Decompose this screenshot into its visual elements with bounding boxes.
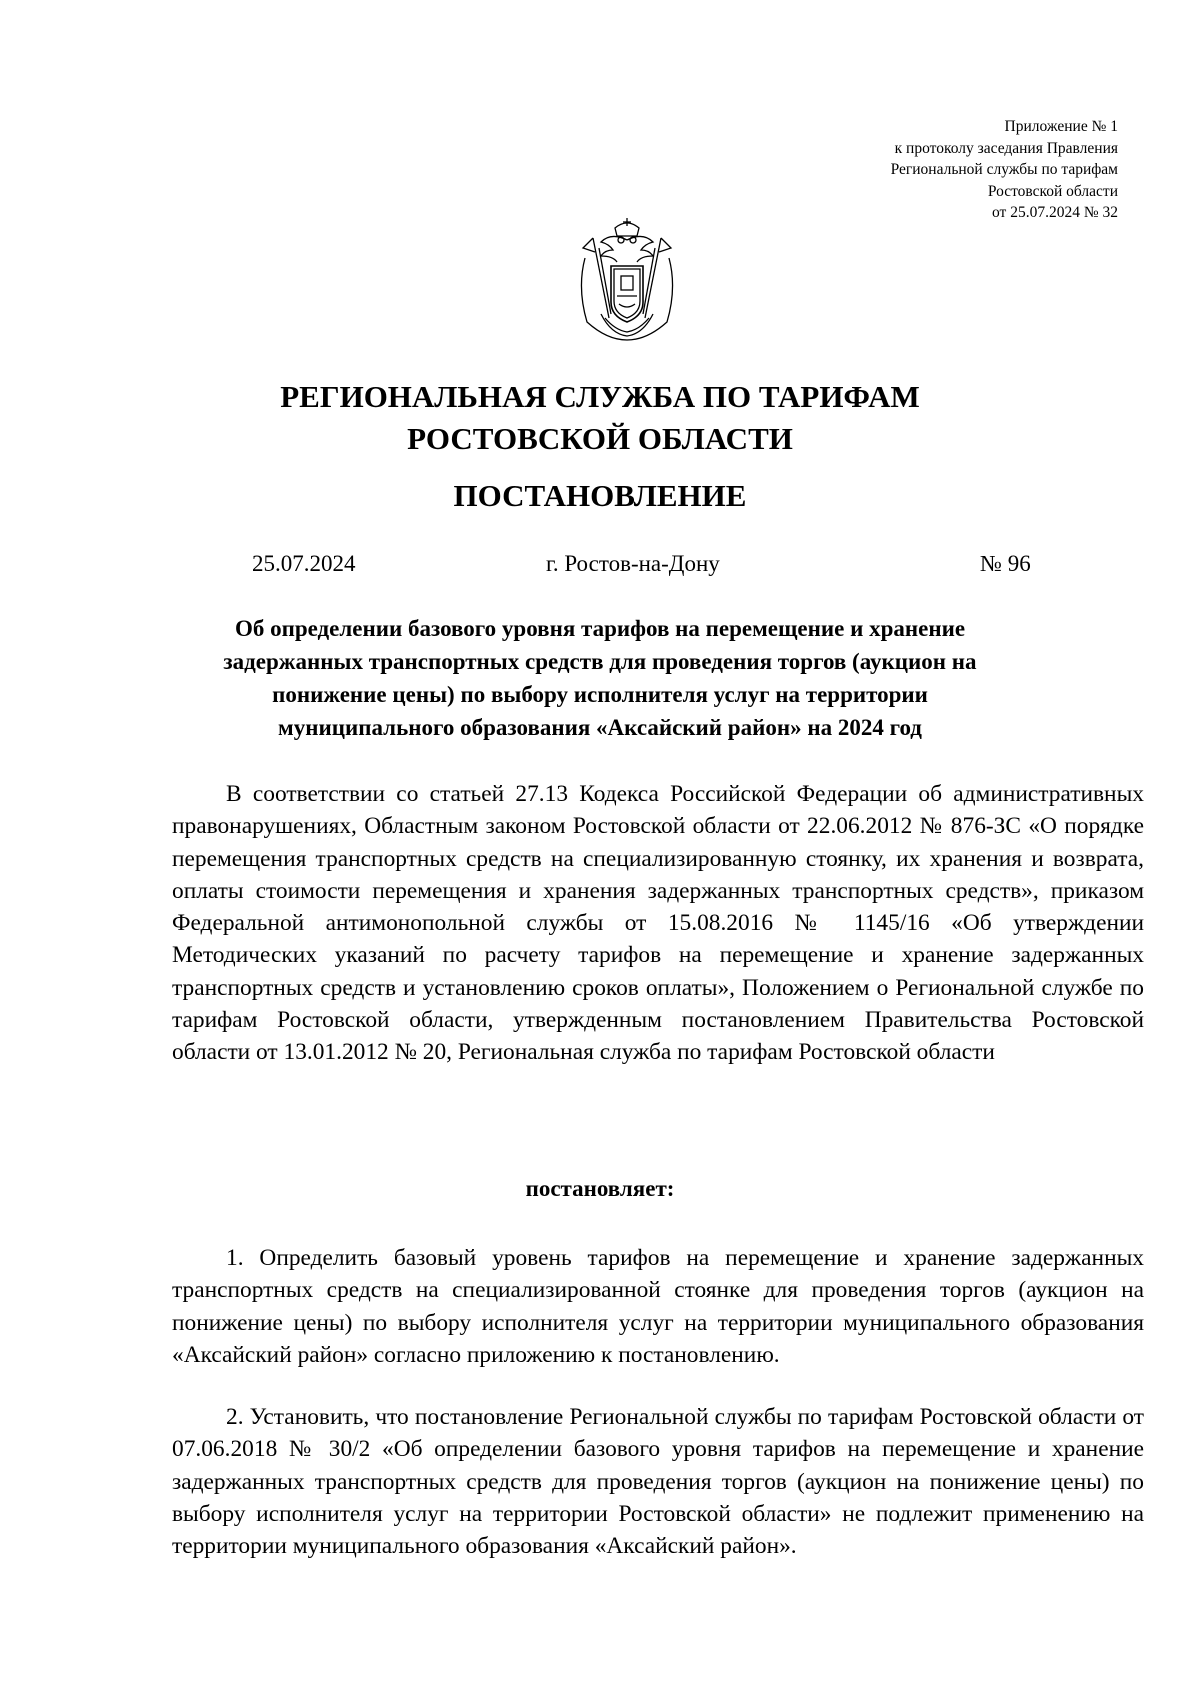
item-text: 1. Определить базовый уровень тарифов на перемещение и хранение задержанных транспортных средств на специализированной стоянке для проведения торгов (аукцион на понижение цены) по выбору исполнителя услуг на территории муниципального образования «Аксайский район» согласно приложению к постановлению. [172,1245,1144,1368]
document-number: № 96 [980,551,1031,576]
item-paragraph [172,1242,1144,1371]
appendix-line: Ростовской области [987,182,1118,200]
title-line: задержанных транспортных средств для проведения торгов (аукцион на [223,649,977,674]
preamble-text: В соответствии со статьей 27.13 Кодекса Российской Федерации об административных правонарушениях, Областным законом Ростовской области от 22.06.2012 № 876-ЗС «О порядке перемещения транспортных средств на специализированную стоянку, их хранения и возврата, оплаты стоимости перемещения и хранения задержанных транспортных средств», приказом Федеральной антимонопольной службы от 15.08.2016 № 1145/16 «Об утверждении Методических указаний по расчету тарифов на перемещение и хранение задержанных транспортных средств и установлению сроков оплаты», Положением о Региональной службе по тарифам Ростовской области, утвержденным постановлением Правительства Ростовской области от 13.01.2012 № 20, Региональная служба по тарифам Ростовской области [172,781,1144,1066]
appendix-line: от 25.07.2024 № 32 [992,204,1118,221]
appendix-note [891,116,1118,224]
document-city: г. Ростов-на-Дону [546,551,720,576]
title-line: муниципального образования «Аксайский район» на 2024 год [278,715,922,740]
appendix-line: Приложение № 1 [1004,118,1118,135]
item-text: 2. Установить, что постановление Региональной службы по тарифам Ростовской области от 07.06.2018 № 30/2 «Об определении базового уровня тарифов на перемещение и хранение задержанных транспортных средств для проведения торгов (аукцион на понижение цены) по выбору исполнителя услуг на территории Ростовской области» не подлежит применению на территории муниципального образования «Аксайский район». [172,1404,1144,1560]
title-line: Об определении базового уровня тарифов на перемещение и хранение [234,616,966,641]
document-title [160,612,1040,744]
organization-line: РОСТОВСКОЙ ОБЛАСТИ [407,421,793,456]
resolves-heading: постановляет: [525,1176,675,1201]
coat-of-arms-icon [571,218,683,342]
appendix-line: к протоколу заседания Правления [894,139,1118,157]
appendix-line: Региональной службы по тарифам [890,161,1118,178]
title-line: понижение цены) по выбору исполнителя услуг на территории [272,682,928,707]
document-date: 25.07.2024 [252,551,356,576]
organization-line: РЕГИОНАЛЬНАЯ СЛУЖБА ПО ТАРИФАМ [280,379,920,414]
organization-name [0,376,1200,460]
preamble-paragraph [172,778,1144,1069]
item-paragraph [172,1401,1144,1562]
document-type: ПОСТАНОВЛЕНИЕ [453,478,747,513]
